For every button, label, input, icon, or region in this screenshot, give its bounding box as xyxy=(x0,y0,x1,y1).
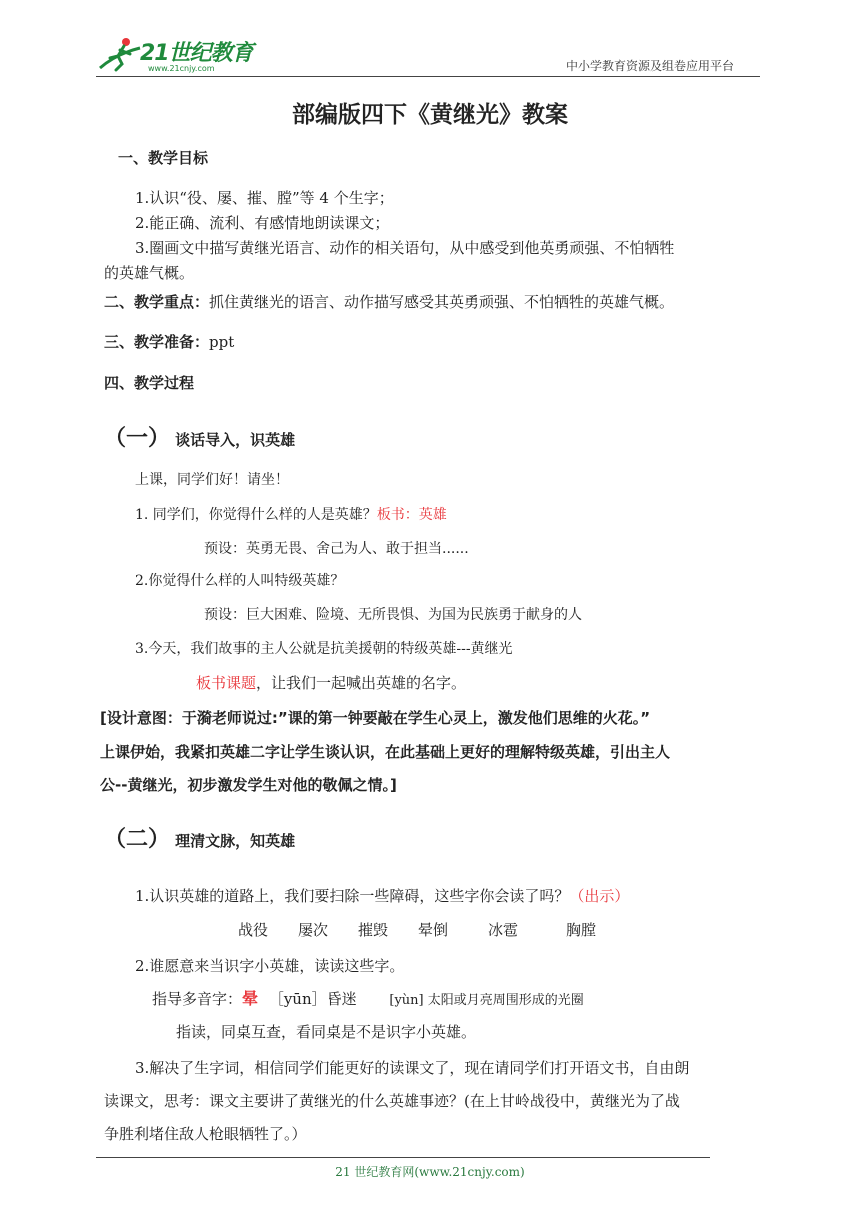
document-title: 部编版四下《黄继光》教案 xyxy=(292,102,568,128)
paragraph: 上课，同学们好！请坐！ xyxy=(135,472,289,488)
section-heading-process: 四、教学过程 xyxy=(104,374,195,392)
polyphone-line xyxy=(152,989,584,1011)
vocab-word: 冰雹 xyxy=(488,921,519,939)
paragraph: 指读，同桌互查，看同桌是不是识字小英雄。 xyxy=(176,1023,477,1041)
display-note: （出示） xyxy=(569,887,630,905)
board-title-text: ，让我们一起喊出英雄的名字。 xyxy=(256,674,467,692)
running-figure-icon xyxy=(96,34,142,74)
goal-item-continued: 的英雄气概。 xyxy=(104,264,195,282)
key-points-text: 抓住黄继光的语言、动作描写感受其英勇顽强、不怕牺牲的英雄气概。 xyxy=(209,293,675,311)
design-intent-line: 公--黄继光，初步激发学生对他的敬佩之情。] xyxy=(100,776,397,794)
question-line: 2.你觉得什么样的人叫特级英雄？ xyxy=(135,573,345,589)
design-intent-line: 上课伊始，我紧扣英雄二字让学生谈认识，在此基础上更好的理解特级英雄，引出主人 xyxy=(100,743,671,761)
vocab-word: 晕倒 xyxy=(418,921,449,939)
preset-answer: 预设：英勇无畏、舍己为人、敢于担当...... xyxy=(204,541,469,557)
site-logo[interactable] xyxy=(96,34,266,78)
vocab-word: 战役 xyxy=(238,921,269,939)
section-heading-key-points: 二、教学重点： xyxy=(104,293,210,311)
design-intent-line: [设计意图：于漪老师说过:”课的第一钟要敲在学生心灵上，激发他们思维的火花。” xyxy=(100,709,651,727)
vocab-word: 胸膛 xyxy=(566,921,597,939)
part-two-heading xyxy=(104,825,295,856)
board-title-line xyxy=(196,673,466,693)
preset-answer: 预设：巨大困难、险境、无所畏惧、为国为民族勇于献身的人 xyxy=(204,607,582,623)
part-one-number: （一） xyxy=(104,426,171,451)
section-heading-preparation: 三、教学准备： xyxy=(104,333,210,351)
part-two-number: （二） xyxy=(104,827,171,852)
footer-link[interactable]: 21 世纪教育网(www.21cnjy.com) xyxy=(335,1165,525,1179)
board-note: 板书课题 xyxy=(196,674,257,692)
header-divider xyxy=(96,76,760,77)
goal-item: 2.能正确、流利、有感情地朗读课文； xyxy=(135,214,390,232)
preparation-text: ppt xyxy=(209,333,235,351)
paragraph: 读课文，思考：课文主要讲了黄继光的什么英雄事迹？(在上甘岭战役中，黄继光为了战 xyxy=(104,1092,680,1110)
polyphone-reading: [yùn] 太阳或月亮周围形成的光圈 xyxy=(389,993,584,1008)
logo-text: 21世纪教育 xyxy=(140,41,253,66)
paragraph-text: 1.认识英雄的道路上，我们要扫除一些障碍，这些字你会读了吗？ xyxy=(135,887,570,905)
paragraph xyxy=(135,886,629,906)
paragraph: 3.今天，我们故事的主人公就是抗美援朝的特级英雄---黄继光 xyxy=(135,641,513,657)
polyphone-reading: ［yūn］昏迷 xyxy=(268,990,357,1008)
logo-url: www.21cnjy.com xyxy=(148,64,215,73)
key-points-line xyxy=(104,292,674,312)
section-heading-goals: 一、教学目标 xyxy=(118,149,209,167)
paragraph: 争胜利堵住敌人枪眼牺牲了。） xyxy=(104,1125,307,1143)
question-text: 1. 同学们，你觉得什么样的人是英雄？ xyxy=(135,507,377,523)
question-line xyxy=(135,505,447,525)
part-two-label: 理清文脉，知英雄 xyxy=(175,832,296,850)
vocab-word: 摧毁 xyxy=(358,921,389,939)
part-one-heading xyxy=(104,424,295,455)
part-one-label: 谈话导入，识英雄 xyxy=(175,431,296,449)
goal-item: 3.圈画文中描写黄继光语言、动作的相关语句，从中感受到他英勇顽强、不怕牺牲 xyxy=(135,239,675,257)
vocab-word: 屡次 xyxy=(298,921,329,939)
header-platform-text: 中小学教育资源及组卷应用平台 xyxy=(566,59,735,73)
goal-item: 1.认识“役、屡、摧、膛”等 4 个生字； xyxy=(135,189,394,207)
preparation-line xyxy=(104,332,234,352)
board-note: 板书：英雄 xyxy=(376,507,447,523)
footer-divider xyxy=(96,1157,710,1158)
paragraph: 2.谁愿意来当识字小英雄，读读这些字。 xyxy=(135,957,405,975)
polyphone-char: 晕 xyxy=(242,989,259,1008)
polyphone-label: 指导多音字： xyxy=(152,990,243,1008)
paragraph: 3.解决了生字词，相信同学们能更好的读课文了，现在请同学们打开语文书，自由朗 xyxy=(135,1059,690,1077)
